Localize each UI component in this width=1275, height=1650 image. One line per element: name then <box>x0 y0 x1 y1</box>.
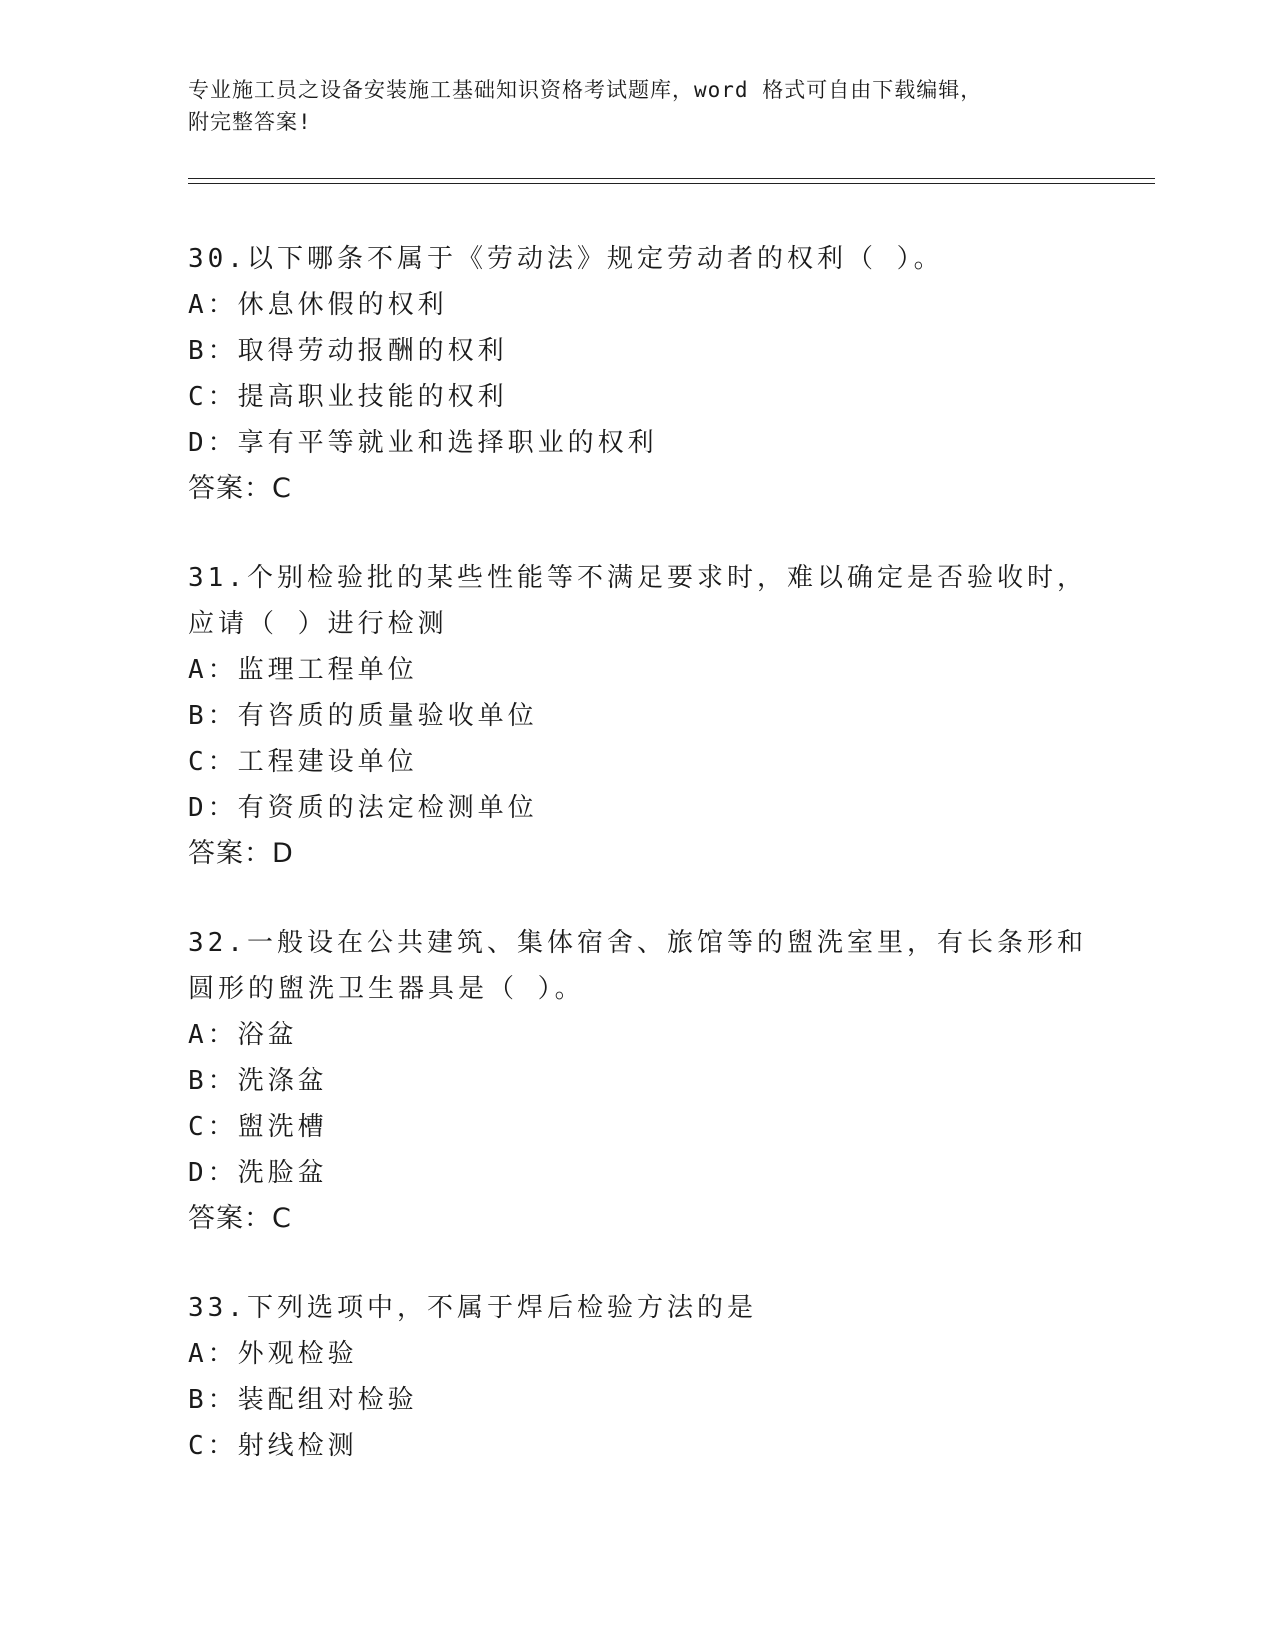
option-d: D：享有平等就业和选择职业的权利 <box>188 428 658 458</box>
answer: 答案：C <box>188 473 292 504</box>
option-a: A：监理工程单位 <box>188 655 418 685</box>
answer: 答案：C <box>188 1203 292 1234</box>
option-b: B：装配组对检验 <box>188 1385 418 1415</box>
header-line-1: 专业施工员之设备安装施工基础知识资格考试题库，word 格式可自由下载编辑， <box>188 78 983 102</box>
option-a: A：浴盆 <box>188 1020 298 1050</box>
option-c: C：工程建设单位 <box>188 747 418 777</box>
question-text: 33.下列选项中，不属于焊后检验方法的是 <box>188 1293 757 1323</box>
option-b: B：有咨质的质量验收单位 <box>188 701 538 731</box>
question-31 <box>188 555 1088 877</box>
option-d: D：洗脸盆 <box>188 1158 328 1188</box>
answer: 答案：D <box>188 838 294 869</box>
option-c: C：提高职业技能的权利 <box>188 382 508 412</box>
question-text: 30.以下哪条不属于《劳动法》规定劳动者的权利（ ）。 <box>188 244 944 274</box>
option-c: C：射线检测 <box>188 1431 358 1461</box>
question-text: 31.个别检验批的某些性能等不满足要求时，难以确定是否验收时，应请（ ）进行检测 <box>188 563 1087 639</box>
header-divider-bottom <box>188 183 1155 184</box>
option-a: A：休息休假的权利 <box>188 290 448 320</box>
option-b: B：洗涤盆 <box>188 1066 328 1096</box>
document-header <box>188 74 1088 138</box>
question-33 <box>188 1285 1088 1469</box>
header-line-2: 附完整答案! <box>188 110 312 134</box>
option-c: C：盥洗槽 <box>188 1112 328 1142</box>
option-b: B：取得劳动报酬的权利 <box>188 336 508 366</box>
question-text: 32.一般设在公共建筑、集体宿舍、旅馆等的盥洗室里，有长条形和圆形的盥洗卫生器具是（ ）。 <box>188 928 1087 1004</box>
option-a: A：外观检验 <box>188 1339 358 1369</box>
question-30 <box>188 236 1088 512</box>
question-list <box>188 236 1088 1512</box>
question-32 <box>188 920 1088 1242</box>
header-divider-top <box>188 178 1155 179</box>
option-d: D：有资质的法定检测单位 <box>188 793 538 823</box>
